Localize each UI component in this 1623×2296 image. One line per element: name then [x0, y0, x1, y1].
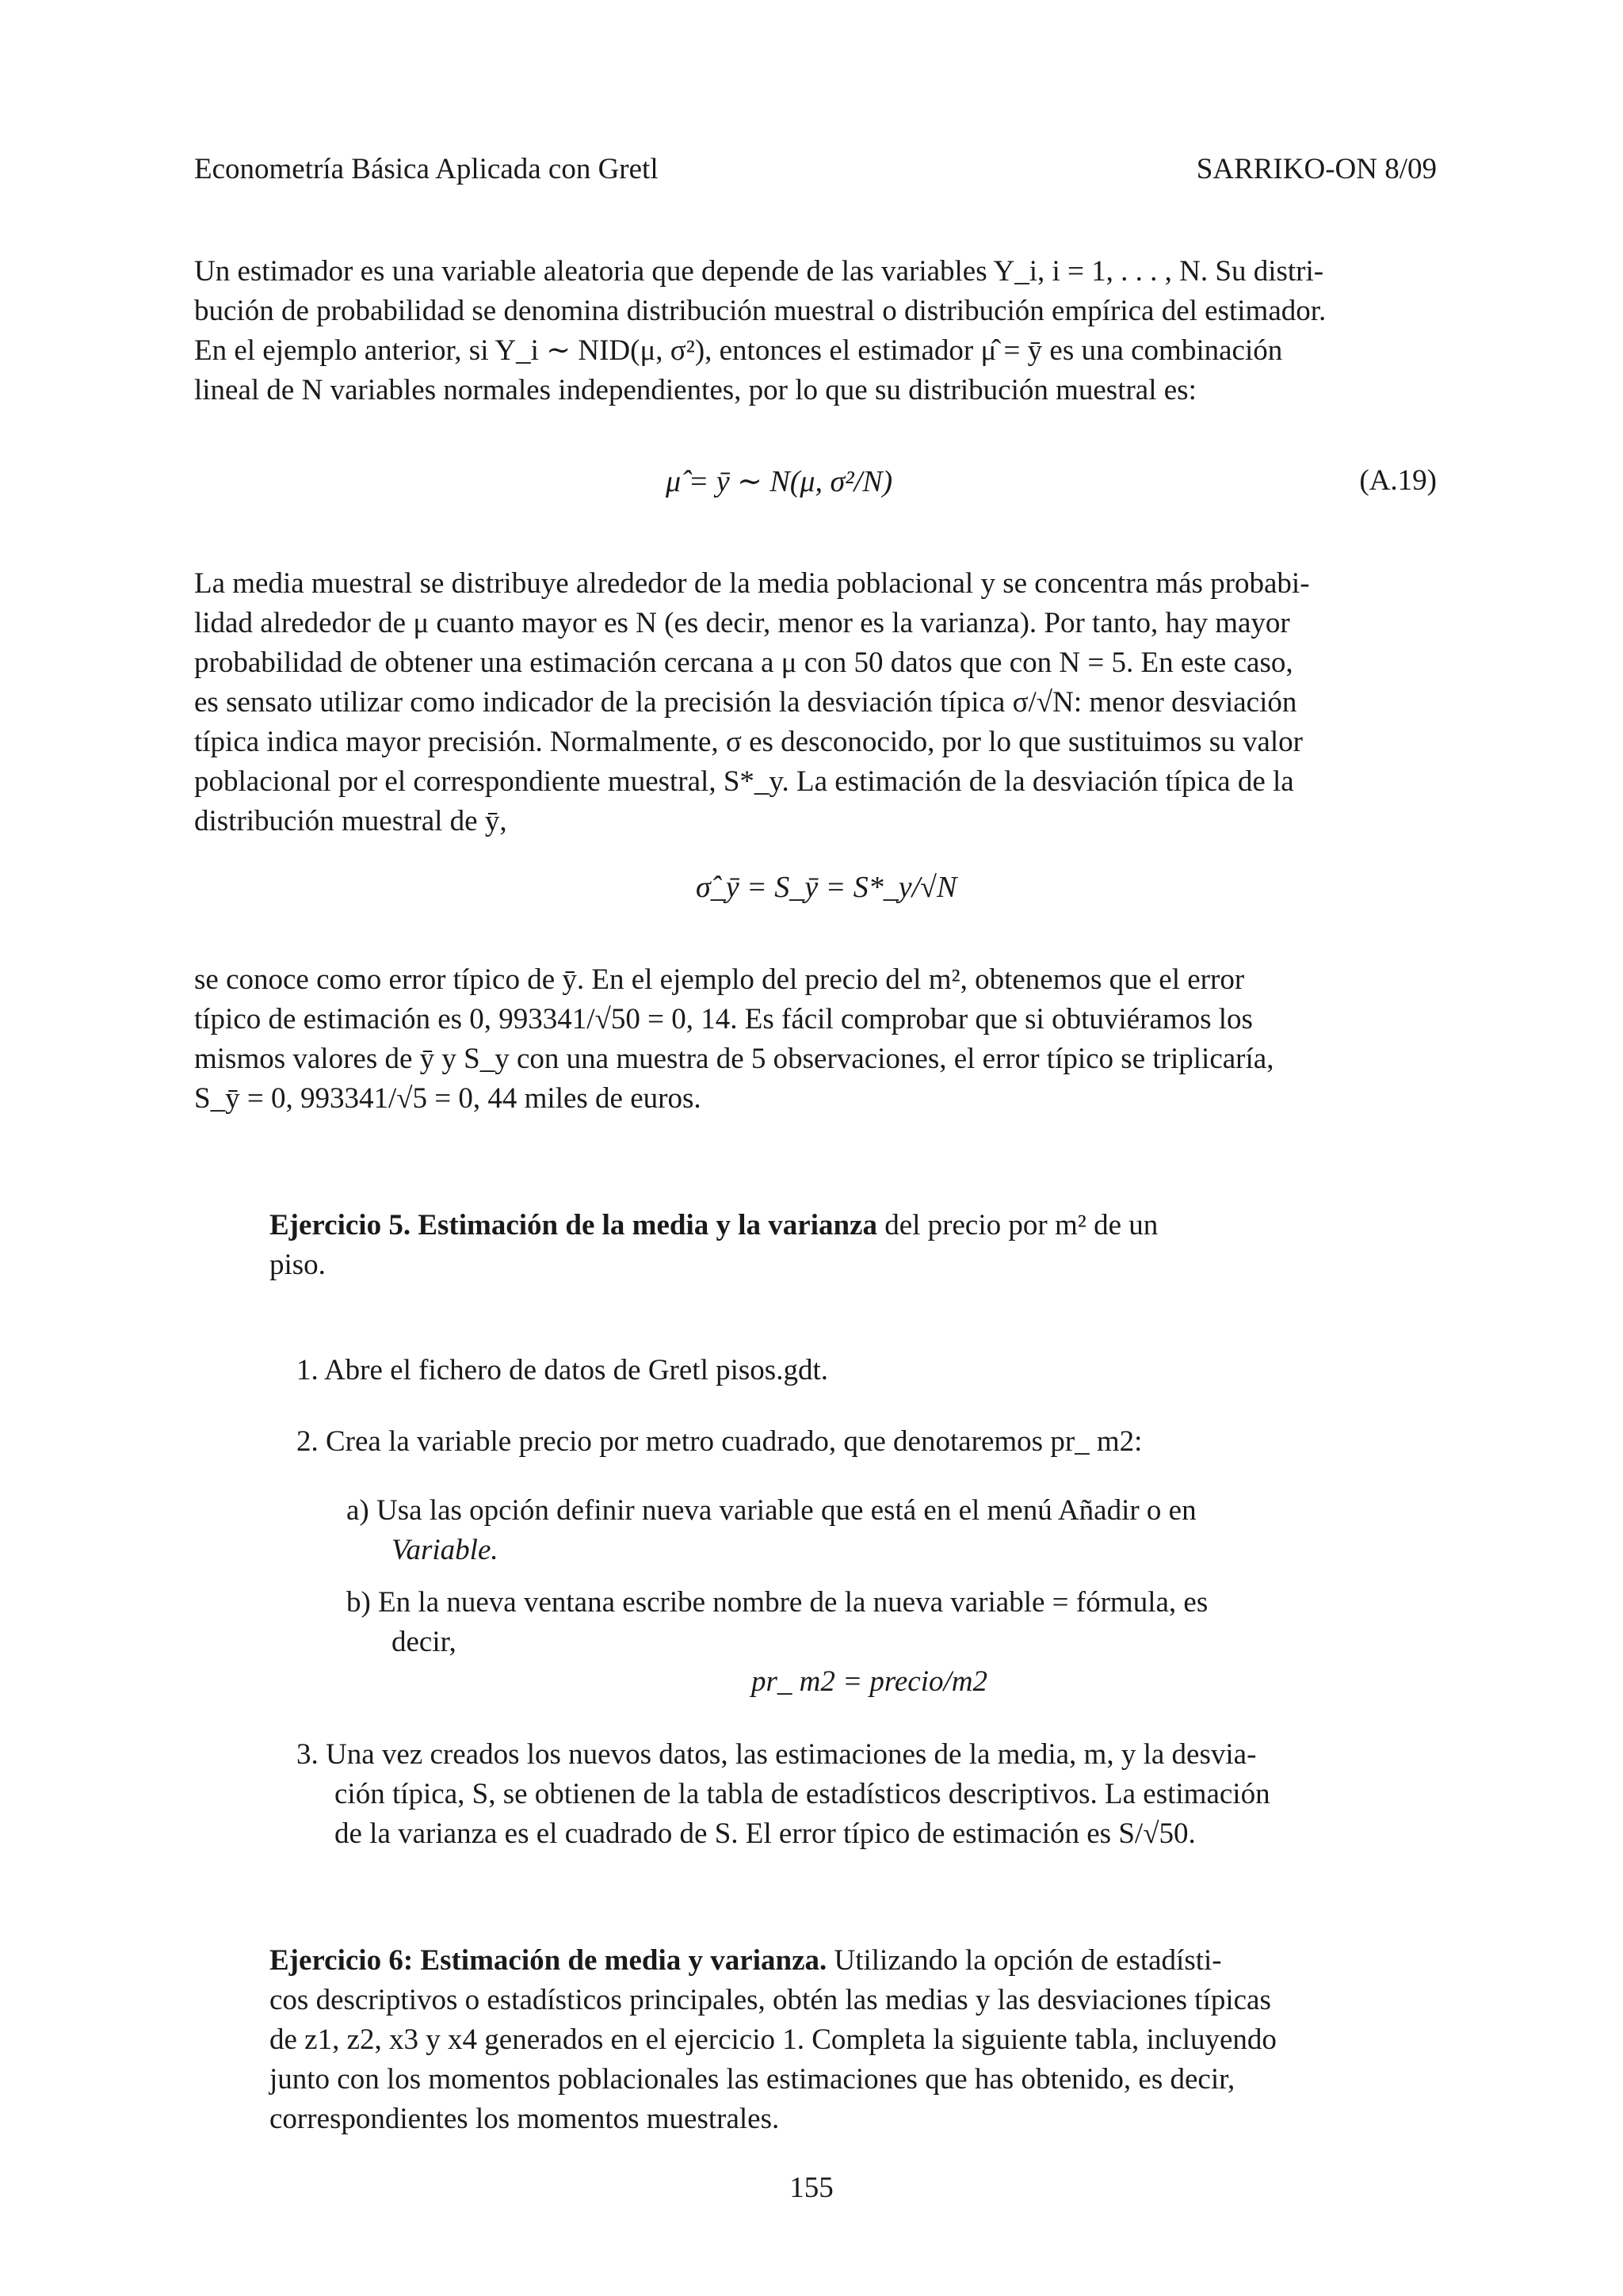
text-line: distribución muestral de ȳ,	[194, 805, 507, 837]
exercise-6-heading: Ejercicio 6: Estimación de media y varianza.	[269, 1944, 827, 1977]
text-line: Variable.	[391, 1534, 498, 1566]
text-line: típica indica mayor precisión. Normalmente, σ es desconocido, por lo que sustituimos su valor	[194, 726, 1303, 758]
exercise-5-step-2a	[346, 1491, 1197, 1570]
exercise-5-step-3	[296, 1735, 1270, 1854]
text-line: lidad alrededor de μ cuanto mayor es N (es decir, menor es la varianza). Por tanto, hay mayor	[194, 607, 1290, 639]
text-line: típico de estimación es 0, 993341/√50 = 0, 14. Es fácil comprobar que si obtuviéramos los	[194, 1003, 1253, 1035]
running-header-code: SARRIKO-ON 8/09	[1196, 153, 1437, 185]
running-header-title: Econometría Básica Aplicada con Gretl	[194, 153, 659, 185]
text-line: mismos valores de ȳ y S_y con una muestra de 5 observaciones, el error típico se triplicaría,	[194, 1043, 1274, 1075]
text-line: lineal de N variables normales independientes, por lo que su distribución muestral es:	[194, 374, 1197, 406]
text-line: de la varianza es el cuadrado de S. El error típico de estimación es S/√50.	[334, 1817, 1196, 1850]
paragraph-standard-error	[194, 960, 1437, 1119]
text-line: piso.	[269, 1249, 326, 1281]
text-line: poblacional por el correspondiente muestral, S*_y. La estimación de la desviación típica de la	[194, 765, 1294, 798]
text-line: de z1, z2, x3 y x4 generados en el ejercicio 1. Completa la siguiente tabla, incluyendo	[269, 2023, 1277, 2056]
exercise-5-step-2b	[346, 1583, 1208, 1662]
text-line: S_ȳ = 0, 993341/√5 = 0, 44 miles de euros.	[194, 1082, 701, 1115]
equation-a19: μ̂ = ȳ ∼ N(μ, σ²/N)	[666, 465, 893, 498]
text-line: probabilidad de obtener una estimación cercana a μ con 50 datos que con N = 5. En este caso,	[194, 646, 1293, 679]
exercise-5-step-2: 2. Crea la variable precio por metro cuadrado, que denotaremos pr_ m2:	[296, 1425, 1143, 1458]
exercise-5-heading-rest: del precio por m² de un	[876, 1209, 1159, 1241]
equation-number: (A.19)	[1359, 464, 1437, 497]
text-line: se conoce como error típico de ȳ. En el ejemplo del precio del m², obtenemos que el error	[194, 963, 1245, 996]
text-line: La media muestral se distribuye alrededor de la media poblacional y se concentra más probabi-	[194, 567, 1310, 600]
text-line: correspondientes los momentos muestrales.	[269, 2103, 780, 2135]
text-line: bución de probabilidad se denomina distribución muestral o distribución empírica del estimador.	[194, 295, 1327, 327]
text-line: ción típica, S, se obtienen de la tabla de estadísticos descriptivos. La estimación	[334, 1778, 1270, 1810]
formula-pr-m2: pr_ m2 = precio/m2	[751, 1665, 987, 1698]
text-line: es sensato utilizar como indicador de la precisión la desviación típica σ/√N: menor desviación	[194, 686, 1297, 719]
text-line: Utilizando la opción de estadísti-	[827, 1944, 1222, 1977]
paragraph-sample-mean	[194, 564, 1437, 841]
text-line: En el ejemplo anterior, si Y_i ∼ NID(μ, σ²), entonces el estimador μ̂ = ȳ es una combinación	[194, 334, 1283, 367]
text-line: a) Usa las opción definir nueva variable que está en el menú Añadir o en	[346, 1494, 1197, 1527]
text-line: cos descriptivos o estadísticos principales, obtén las medias y las desviaciones típicas	[269, 1984, 1271, 2016]
text-line: 3. Una vez creados los nuevos datos, las estimaciones de la media, m, y la desvia-	[296, 1738, 1257, 1771]
page-number: 155	[789, 2172, 834, 2204]
text-line: Un estimador es una variable aleatoria que depende de las variables Y_i, i = 1, . . . , N. Su distri-	[194, 255, 1324, 288]
exercise-5-title	[269, 1206, 1363, 1285]
equation-standard-error: σ̂_ȳ = S_ȳ = S*_y/√N	[696, 871, 957, 904]
paragraph-estimator	[194, 252, 1437, 410]
exercise-5-step-1: 1. Abre el fichero de datos de Gretl pisos.gdt.	[296, 1354, 828, 1386]
exercise-5-heading: Ejercicio 5. Estimación de la media y la varianza	[269, 1209, 877, 1241]
text-line: junto con los momentos poblacionales las estimaciones que has obtenido, es decir,	[269, 2063, 1235, 2096]
text-line: decir,	[391, 1626, 456, 1658]
text-line: b) En la nueva ventana escribe nombre de la nueva variable = fórmula, es	[346, 1586, 1209, 1619]
exercise-6	[269, 1941, 1363, 2139]
